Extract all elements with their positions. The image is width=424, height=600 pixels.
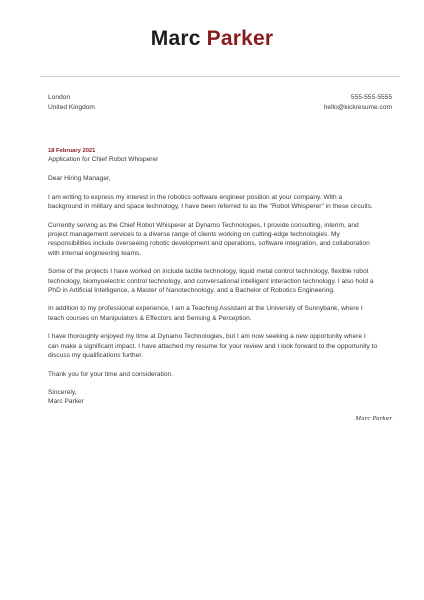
last-name: Parker [206, 27, 274, 50]
signature: Marc Parker [355, 416, 392, 422]
country: United Kingdom [48, 104, 95, 111]
paragraph-4: In addition to my professional experience, I am a Teaching Assistant at the University of Sunnybank, where I teach courses on Manipulators & Effectors and Sensing & Perception. [48, 305, 363, 322]
first-name: Marc [150, 27, 201, 50]
header-divider [40, 76, 400, 77]
email-address[interactable]: hello@kickresume.com [323, 104, 392, 111]
contact-block [324, 93, 392, 113]
paragraph-2: Currently serving as the Chief Robot Whisperer at Dynamo Technologies, I provide consulting, interim, and project management services to a diverse range of clients working on cutting-edge technologies. My responsibilities include overseeing robotic development and operations, software integration, and collaboration with internal engineering teams. [48, 221, 370, 257]
closing-name: Marc Parker [48, 398, 84, 406]
city: London [48, 94, 71, 101]
applicant-name [0, 27, 424, 51]
paragraph-5: I have thoroughly enjoyed my time at Dynamo Technologies, but I am now seeking a new opportunity where I can make a significant impact. I have attached my resume for your review and I look forward to the opportunity to discuss my qualifications further. [48, 333, 378, 360]
salutation: Dear Hiring Manager, [48, 175, 111, 183]
letter-body [48, 147, 378, 407]
phone-number: 555-555-5555 [350, 94, 392, 101]
letter-date: 18 February 2021 [48, 148, 96, 154]
paragraph-3: Some of the projects I have worked on include tactile technology, liquid metal control technology, flexible robot technology, biomyoelectric control technology, and conversational intelligent interaction technology. I also hold a PhD in Artificial Intelligence, a Master of Nanotechnology, and a Bachelor of Robotics Engineering. [48, 268, 374, 295]
address-block [48, 93, 95, 113]
paragraph-1: I am writing to express my interest in the robotics software engineer position at your company. With a background in military and space technology, I have been referred to as the "Robot Whisperer" in these circuits. [48, 193, 373, 211]
closing: Sincerely, [48, 388, 77, 396]
paragraph-6: Thank you for your time and consideration. [48, 370, 173, 378]
letter-subject: Application for Chief Robot Whisperer [48, 156, 159, 163]
